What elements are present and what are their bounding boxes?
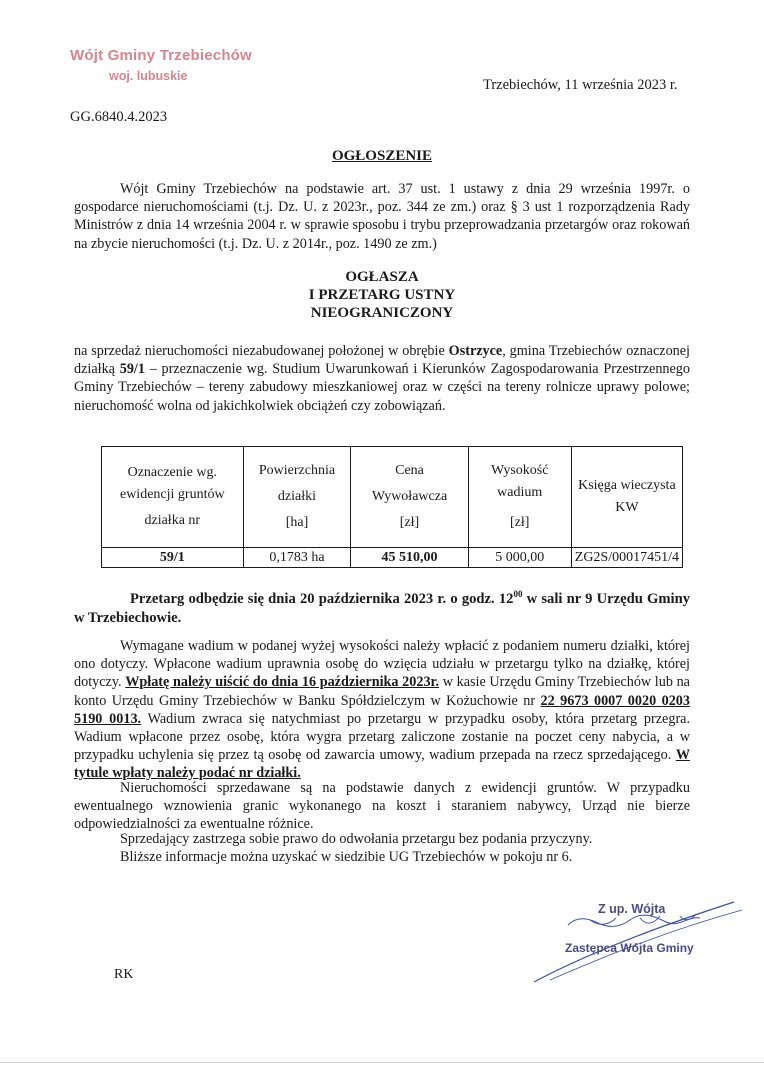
header-text: Oznaczenie wg. bbox=[127, 465, 217, 480]
stamp-office-name: Wójt Gminy Trzebiechów bbox=[70, 47, 252, 64]
header-text: Księga wieczysta bbox=[578, 478, 676, 493]
header-text: KW bbox=[615, 500, 639, 515]
header-land-register bbox=[571, 447, 682, 548]
header-text: [zł] bbox=[509, 515, 530, 530]
property-description bbox=[74, 342, 690, 415]
header-text: Cena bbox=[395, 463, 424, 478]
stamp-voivodeship: woj. lubuskie bbox=[109, 69, 188, 83]
auction-text-2: w sali nr 9 Urzędu Gminy w Trzebiechowie. bbox=[74, 590, 691, 626]
property-parcel-number: 59/1 bbox=[119, 361, 145, 378]
deposit-text-2: w kasie Urzędu Gminy Trzebiechów lub na konto Urzędu Gminy Trzebiechów w Banku Spółdzielczym w Kożuchowie nr bbox=[74, 674, 690, 709]
header-text: ewidencji gruntów bbox=[119, 487, 225, 502]
auction-text-1: Przetarg odbędzie się dnia 20 października 2023 r. o godz. 12 bbox=[130, 590, 514, 607]
auction-date-paragraph bbox=[74, 585, 690, 628]
contact-info: Bliższe informacje można uzyskać w siedzibie UG Trzebiechów w pokoju nr 6. bbox=[120, 849, 573, 865]
deposit-text-3: Wadium zwraca się natychmiast po przetargu w przypadku osoby, która przetarg przegra. Wadium wpłacone przez osobę, która wygra przetarg zaliczone zostanie na poczet ceny nabycia, a w przypadku uchylenia się przez tą osobę od zawarcia umowy, wadium przepada na rzecz sprzedającego. bbox=[74, 710, 691, 764]
deposit-text-1: Wymagane wadium w podanej wyżej wysokości należy wpłacić z podaniem numeru działki, której ono dotyczy. Wpłacone wadium uprawnia osobę do wzięcia udziału w przetargu tylko na działkę, której dotyczy. bbox=[74, 638, 690, 691]
page-bottom-rule bbox=[0, 1062, 764, 1063]
header-text: działki bbox=[277, 489, 317, 504]
header-text: wadium bbox=[497, 485, 543, 500]
announcement-heading bbox=[0, 268, 764, 322]
table-header-row bbox=[102, 447, 683, 548]
signature-line-1: Z up. Wójta bbox=[598, 902, 666, 916]
cell-parcel: 59/1 bbox=[102, 548, 244, 568]
reference-number: GG.6840.4.2023 bbox=[70, 109, 168, 125]
header-parcel-designation bbox=[102, 447, 244, 548]
table-row bbox=[102, 548, 683, 568]
header-deposit bbox=[468, 447, 571, 548]
property-text-3: – przeznaczenie wg. Studium Uwarunkowań i Kierunków Zagospodarowania Przestrzennego Gminy Trzebiechów – tereny zabudowy mieszkaniowej oraz w części na tereny rolnicze uprawy polowe; nieruchomość wolna od jakichkolwiek obciążeń czy zobowiązań. bbox=[74, 361, 690, 414]
cell-price: 45 510,00 bbox=[351, 548, 468, 568]
payment-title-note: W tytule wpłaty należy podać nr działki. bbox=[74, 747, 690, 782]
header-text: Powierzchnia bbox=[258, 463, 336, 478]
property-text-2: , gmina Trzebiechów oznaczonej działką bbox=[74, 343, 690, 378]
author-initials: RK bbox=[114, 967, 134, 982]
cell-land-register: ZG2S/00017451/4 bbox=[571, 548, 682, 568]
header-text: [zł] bbox=[399, 515, 420, 530]
document-title: OGŁOSZENIE bbox=[331, 148, 433, 164]
header-text: działka nr bbox=[144, 513, 201, 528]
bank-account-number: 22 9673 0007 0020 0203 5190 0013. bbox=[74, 692, 690, 727]
property-text-1: na sprzedaż nieruchomości niezabudowanej położonej w obrębie bbox=[74, 343, 449, 359]
boundaries-paragraph: Nieruchomości sprzedawane są na podstawie danych z ewidencji gruntów. W przypadku ewentualnego wznowienia granic wykonanego na koszt i staraniem nabywcy, Urząd nie bierze odpowiedzialności za ewentualne różnice. bbox=[74, 780, 690, 833]
parcel-table bbox=[101, 446, 683, 568]
announcement-line-2: I PRZETARG USTNY bbox=[308, 287, 456, 303]
date-line: Trzebiechów, 11 września 2023 r. bbox=[483, 77, 678, 93]
announcement-line-1: OGŁASZA bbox=[345, 269, 419, 285]
header-text: Wywoławcza bbox=[371, 489, 448, 504]
header-text: Wysokość bbox=[490, 463, 549, 478]
signature-line-3: Zastępca Wójta Gminy bbox=[565, 941, 694, 955]
legal-basis-paragraph: Wójt Gminy Trzebiechów na podstawie art. 37 ust. 1 ustawy z dnia 29 września 1997r. o gospodarce nieruchomościami (t.j. Dz. U. z 2023r., poz. 344 ze zm.) oraz § 3 ust 1 rozporządzenia Rady Ministrów z dnia 14 września 2004 r. w sprawie sposobu i trybu przeprowadzania przetargów oraz rokowań na zbycie nieruchomości (t.j. Dz. U. z 2014r., poz. 1490 ze zm.) bbox=[74, 181, 690, 252]
header-price bbox=[351, 447, 468, 548]
deposit-paragraph bbox=[74, 637, 690, 783]
header-text: [ha] bbox=[285, 515, 309, 530]
announcement-line-3: NIEOGRANICZONY bbox=[310, 305, 454, 321]
auction-minutes: 00 bbox=[513, 589, 523, 599]
property-area-name: Ostrzyce bbox=[448, 343, 503, 359]
cell-area: 0,1783 ha bbox=[243, 548, 351, 568]
header-area bbox=[243, 447, 351, 548]
deposit-deadline: Wpłatę należy uiścić do dnia 16 października 2023r. bbox=[125, 674, 440, 691]
cell-deposit: 5 000,00 bbox=[468, 548, 571, 568]
reserve-clause: Sprzedający zastrzega sobie prawo do odwołania przetargu bez podania przyczyny. bbox=[120, 831, 593, 847]
